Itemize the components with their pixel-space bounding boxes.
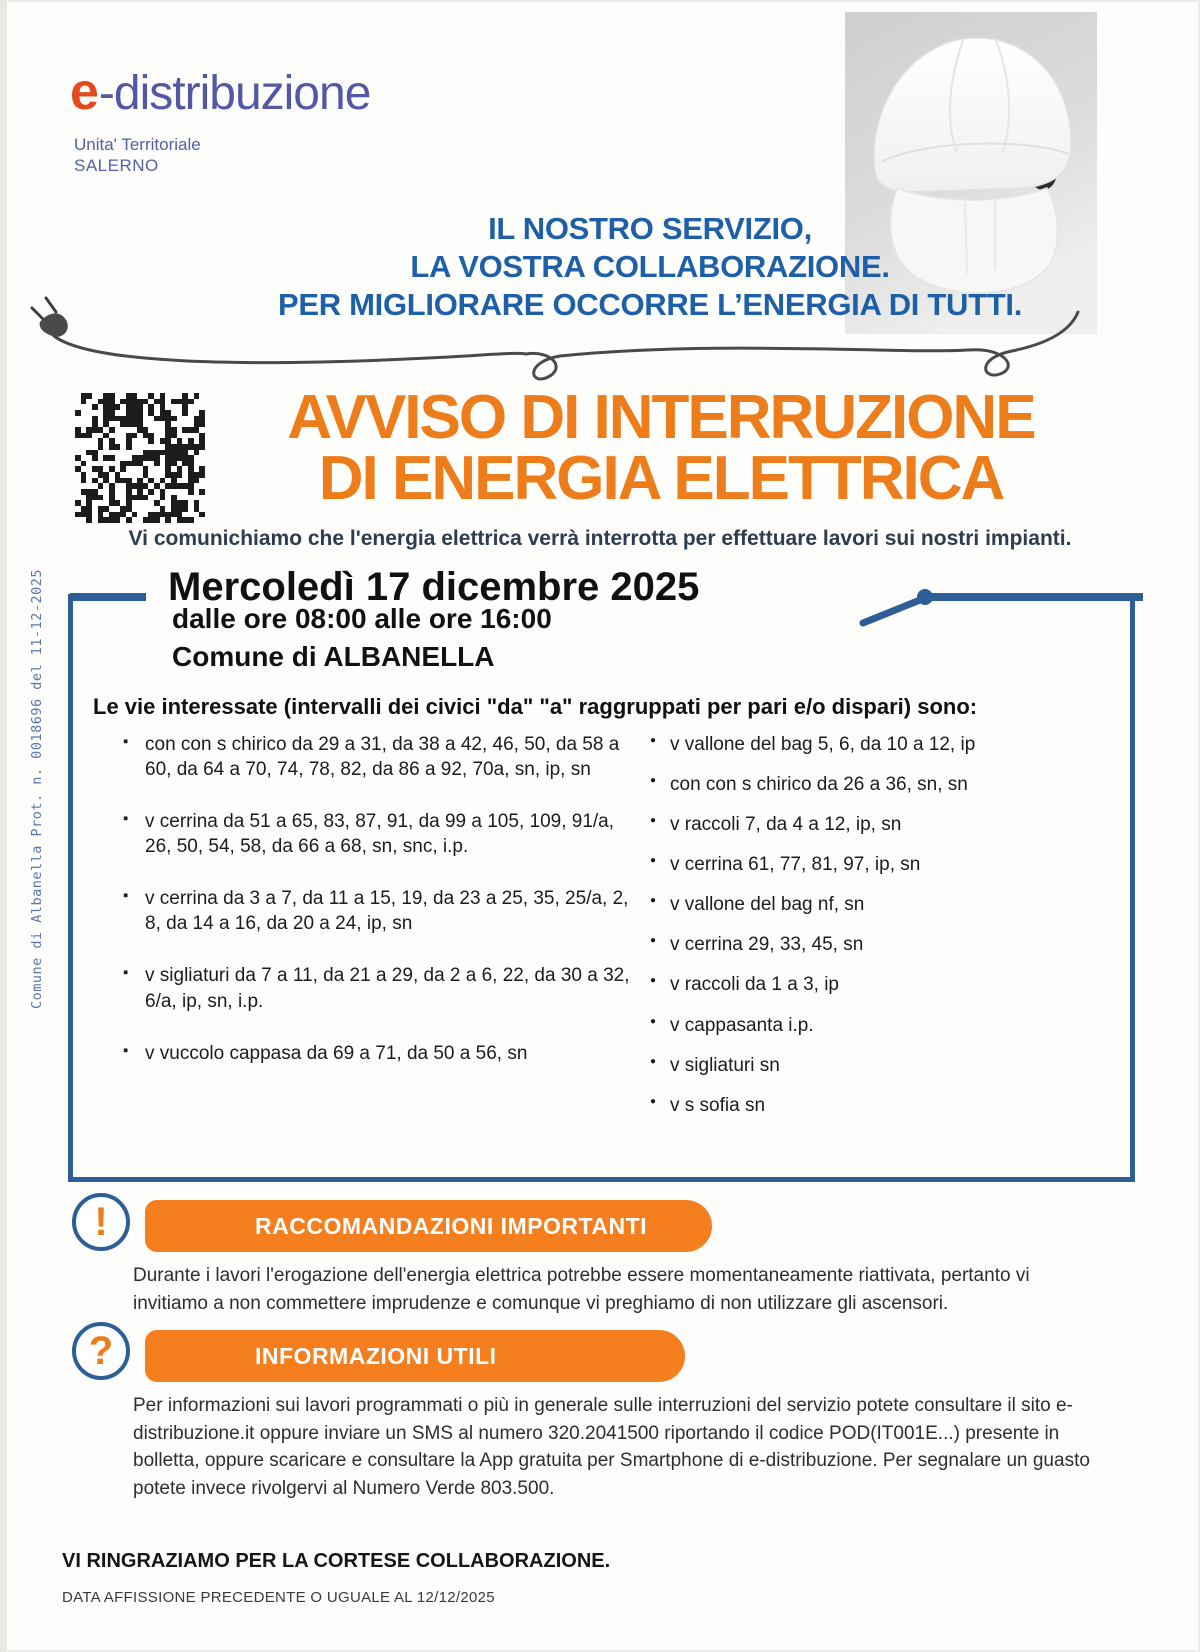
recommendations-banner: RACCOMANDAZIONI IMPORTANTI: [145, 1200, 712, 1252]
street-item: ● v raccoli 7, da 4 a 12, ip, sn: [648, 812, 1118, 837]
thanks-line: VI RINGRAZIAMO PER LA CORTESE COLLABORAZIONE.: [62, 1550, 611, 1572]
useful-info-text: Per informazioni sui lavori programmati o più in generale sulle interruzioni del servizio potete consultare il sito e-distribuzione.it oppure inviare un SMS al numero 320.2041500 riportando il codice POD(IT001E...) presente in bolletta, oppure scaricare e consultare la App gratuita per Smartphone di e-distribuzione. Per segnalare un guasto potete invece rivolgervi al Numero Verde 803.500.: [133, 1395, 1090, 1499]
scan-edge: [0, 0, 7, 1652]
question-glyph: ?: [88, 1329, 114, 1373]
e-distribuzione-logo: [70, 63, 371, 121]
street-item: ● v s sofia sn: [648, 1093, 1118, 1118]
street-item: ▪ v sigliaturi da 7 a 11, da 21 a 29, da 2 a 6, 22, da 30 a 32, 6/a, ip, sn, i.p.: [123, 963, 643, 1013]
useful-info-banner: INFORMAZIONI UTILI: [145, 1330, 685, 1382]
street-item: ● v vallone del bag nf, sn: [648, 892, 1118, 917]
territorial-unit: [74, 134, 201, 177]
street-item: ● v raccoli da 1 a 3, ip: [648, 972, 1118, 997]
territorial-unit-city: SALERNO: [74, 156, 159, 176]
outage-hours: dalle ore 08:00 alle ore 16:00: [172, 603, 552, 634]
protocol-stamp: Comune di Albanella Prot. n. 0018696 del 11-12-2025: [29, 569, 45, 1010]
notice-title-line-2: DI ENERGIA ELETTRICA: [318, 443, 1004, 513]
headline-line-3: PER MIGLIORARE OCCORRE L’ENERGIA DI TUTTI.: [277, 286, 1023, 322]
posting-date-line: DATA AFFISSIONE PRECEDENTE O UGUALE AL 12/12/2025: [62, 1589, 495, 1606]
street-item: ▪ v vuccolo cappasa da 69 a 71, da 50 a 56, sn: [123, 1041, 643, 1066]
streets-column-left: [123, 732, 643, 1093]
street-item: ● con con s chirico da 26 a 36, sn, sn: [648, 772, 1118, 797]
outage-comune: Comune di ALBANELLA: [172, 641, 495, 672]
qr-code: [75, 393, 205, 523]
street-item: ▪ con con s chirico da 29 a 31, da 38 a 42, 46, 50, da 58 a 60, da 64 a 70, 74, 78, 82, da 86 a 92, 70a, sn, ip, sn: [123, 732, 643, 782]
exclamation-icon: [72, 1193, 130, 1251]
streets-column-right: [648, 732, 1118, 1133]
question-icon: [72, 1322, 130, 1380]
power-cable-illustration: [18, 292, 1100, 387]
notice-title: [212, 383, 1110, 513]
headline-line-2: LA VOSTRA COLLABORAZIONE.: [410, 248, 890, 284]
exclamation-glyph: !: [94, 1200, 108, 1244]
street-item: ● v cerrina 29, 33, 45, sn: [648, 932, 1118, 957]
street-item: ● v vallone del bag 5, 6, da 10 a 12, ip: [648, 732, 1118, 757]
intro-text: Vi comunichiamo che l'energia elettrica verrà interrotta per effettuare lavori sui nostri impianti.: [128, 527, 1072, 550]
streets-heading: Le vie interessate (intervalli dei civici "da" "a" raggruppati per pari e/o dispari) sono:: [93, 694, 978, 719]
recommendations-text: Durante i lavori l'erogazione dell'energia elettrica potrebbe essere momentaneamente riattivata, pertanto vi invitiamo a non commettere imprudenze e comunque vi preghiamo di non utilizzare gli ascensori.: [133, 1265, 1030, 1314]
headline-line-1: IL NOSTRO SERVIZIO,: [488, 211, 812, 246]
outage-details-box: [68, 565, 1135, 1182]
logo-wordmark: -distribuzione: [98, 67, 371, 120]
street-item: ● v cerrina 61, 77, 81, 97, ip, sn: [648, 852, 1118, 877]
street-item: ● v cappasanta i.p.: [648, 1013, 1118, 1038]
logo-e-mark: e: [70, 63, 99, 121]
notice-title-line-1: AVVISO DI INTERRUZIONE: [287, 383, 1035, 452]
street-item: ▪ v cerrina da 3 a 7, da 11 a 15, 19, da 23 a 25, 35, 25/a, 2, 8, da 14 a 16, da 20 a 24, ip, sn: [123, 886, 643, 936]
street-item: ● v sigliaturi sn: [648, 1053, 1118, 1078]
territorial-unit-label: Unita' Territoriale: [74, 135, 201, 154]
street-item: ▪ v cerrina da 51 a 65, 83, 87, 91, da 99 a 105, 109, 91/a, 26, 50, 54, 58, da 66 a 68, sn, snc, i.p.: [123, 809, 643, 859]
outage-date: Mercoledì 17 dicembre 2025: [168, 565, 700, 609]
